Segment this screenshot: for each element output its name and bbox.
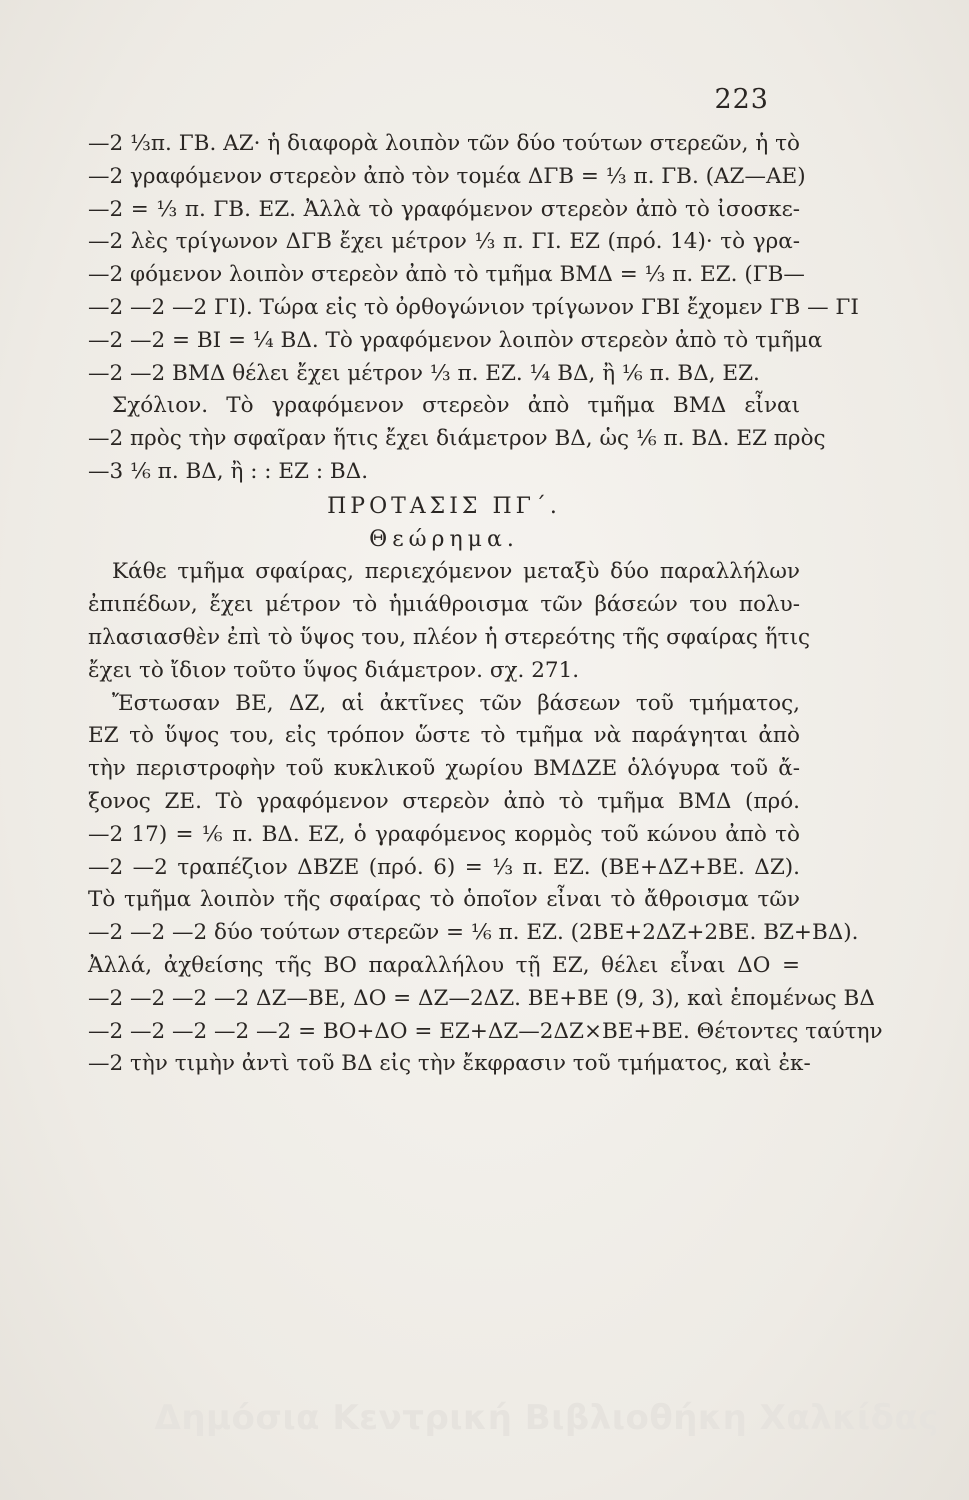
proof-line: —2 17) = ⅙ π. ΒΔ. ΕΖ, ὁ γραφόμενος κορμὸς τοῦ κώνου ἀπὸ τὸ: [88, 821, 800, 847]
text-line: —2 φόμενον λοιπὸν στερεὸν ἀπὸ τὸ τμῆμα ΒΜΔ = ⅓ π. ΕΖ. (ΓΒ—: [88, 262, 805, 288]
proof-line: —2 —2 —2 δύο τούτων στερεῶν = ⅙ π. ΕΖ. (2ΒΕ+2ΔΖ+2ΒΕ. ΒΖ+ΒΔ).: [88, 920, 859, 946]
proof-line: —2 τὴν τιμὴν ἀντὶ τοῦ ΒΔ εἰς τὴν ἔκφρασιν τοῦ τμήματος, καὶ ἐκ-: [88, 1051, 811, 1077]
text-line: —2 —2 ΒΜΔ θέλει ἔχει μέτρον ⅓ π. ΕΖ. ¼ ΒΔ, ἢ ⅙ π. ΒΔ, ΕΖ.: [88, 360, 760, 386]
proof-line: τὴν περιστροφὴν τοῦ κυκλικοῦ χωρίου ΒΜΔΖΕ ὁλόγυρα τοῦ ἄ-: [88, 756, 800, 782]
theorem-line: ἐπιπέδων, ἔχει μέτρον τὸ ἡμιάθροισμα τῶν βάσεών του πολυ-: [88, 592, 800, 618]
text-line: —2 —2 —2 ΓΙ). Τώρα εἰς τὸ ὀρθογώνιον τρίγωνον ΓΒΙ ἔχομεν ΓΒ — ΓΙ: [88, 294, 859, 320]
text-line: —2 = ⅓ π. ΓΒ. ΕΖ. Ἀλλὰ τὸ γραφόμενον στερεὸν ἀπὸ τὸ ἰσοσκε-: [88, 196, 800, 222]
proof-line: Ἀλλά, ἀχθείσης τῆς ΒΟ παραλλήλου τῇ ΕΖ, θέλει εἶναι ΔΟ =: [88, 952, 800, 978]
proposition-heading: ΠΡΟΤΑΣΙΣ ΠΓ΄.: [327, 493, 561, 519]
text-line: —3 ⅙ π. ΒΔ, ἢ : : ΕΖ : ΒΔ.: [88, 458, 369, 484]
proof-line: ξονος ΖΕ. Τὸ γραφόμενον στερεὸν ἀπὸ τὸ τμῆμα ΒΜΔ (πρό.: [88, 788, 800, 814]
text-line: —2 γραφόμενον στερεὸν ἀπὸ τὸν τομέα ΔΓΒ = ⅓ π. ΓΒ. (ΑΖ—ΑΕ): [88, 163, 806, 189]
scholium-line: Σχόλιον. Τὸ γραφόμενον στερεὸν ἀπὸ τμῆμα ΒΜΔ εἶναι: [112, 393, 800, 419]
text-line: —2 ⅓π. ΓΒ. ΑΖ· ἡ διαφορὰ λοιπὸν τῶν δύο τούτων στερεῶν, ἡ τὸ: [88, 131, 800, 156]
theorem-line: ἔχει τὸ ἴδιον τοῦτο ὕψος διάμετρον. σχ. 271.: [88, 657, 580, 683]
proof-line: Ἔστωσαν ΒΕ, ΔΖ, αἱ ἀκτῖνες τῶν βάσεων τοῦ τμήματος,: [112, 690, 800, 716]
text-line: —2 πρὸς τὴν σφαῖραν ἥτις ἔχει διάμετρον ΒΔ, ὡς ⅙ π. ΒΔ. ΕΖ πρὸς: [88, 426, 826, 452]
theorem-line: Κάθε τμῆμα σφαίρας, περιεχόμενον μεταξὺ δύο παραλλήλων: [112, 559, 800, 585]
proof-line: —2 —2 —2 —2 ΔΖ—ΒΕ, ΔΟ = ΔΖ—2ΔΖ. ΒΕ+ΒΕ (9, 3), καὶ ἑπομένως ΒΔ: [88, 985, 875, 1011]
text-line: —2 λὲς τρίγωνον ΔΓΒ ἔχει μέτρον ⅓ π. ΓΙ. ΕΖ (πρό. 14)· τὸ γρα-: [88, 229, 800, 255]
proof-line: —2 —2 —2 —2 —2 = ΒΟ+ΔΟ = ΕΖ+ΔΖ—2ΔΖ×ΒΕ+ΒΕ. Θέτοντες ταύτην: [88, 1018, 883, 1044]
theorem-line: πλασιασθὲν ἐπὶ τὸ ὕψος του, πλέον ἡ στερεότης τῆς σφαίρας ἥτις: [88, 624, 811, 650]
proof-line: Τὸ τμῆμα λοιπὸν τῆς σφαίρας τὸ ὁποῖον εἶναι τὸ ἄθροισμα τῶν: [88, 887, 800, 913]
theorem-subheading: Θεώρημα.: [369, 526, 519, 552]
page-number: 223: [714, 84, 769, 115]
proof-line: ΕΖ τὸ ὕψος του, εἰς τρόπον ὥστε τὸ τμῆμα νὰ παράγηται ἀπὸ: [88, 723, 800, 749]
library-watermark: Δημόσια Κεντρική Βιβλιοθήκη Χαλκίδας: [154, 1398, 939, 1438]
text-block: [88, 128, 883, 1081]
proof-line: —2 —2 τραπέζιον ΔΒΖΕ (πρό. 6) = ⅓ π. ΕΖ. (ΒΕ+ΔΖ+ΒΕ. ΔΖ).: [88, 854, 800, 880]
text-line: —2 —2 = ΒΙ = ¼ ΒΔ. Τὸ γραφόμενον λοιπὸν στερεὸν ἀπὸ τὸ τμῆμα: [88, 327, 823, 353]
